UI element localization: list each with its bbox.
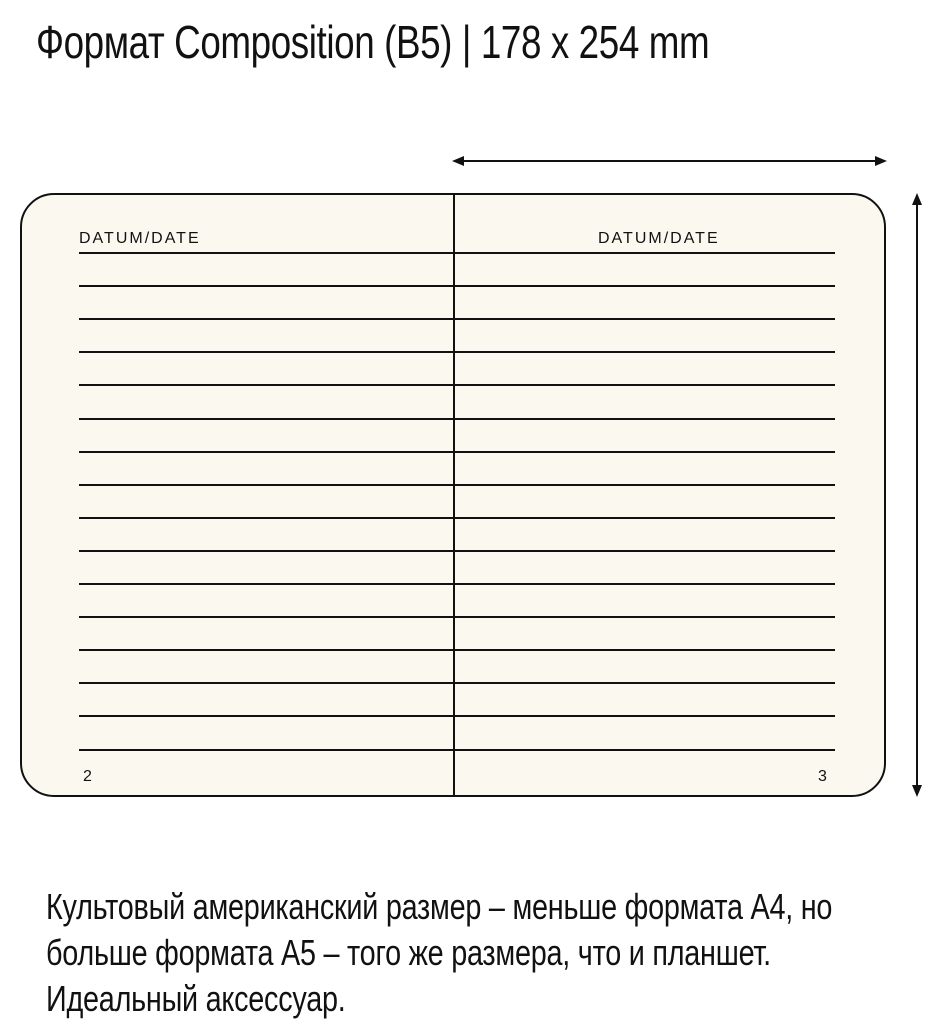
right-ruled-line bbox=[455, 451, 835, 453]
width-arrow bbox=[452, 156, 887, 166]
right-ruled-line bbox=[455, 616, 835, 618]
left-ruled-line bbox=[79, 285, 453, 287]
left-ruled-line bbox=[79, 749, 453, 751]
height-arrow bbox=[912, 193, 922, 797]
right-ruled-line bbox=[455, 682, 835, 684]
left-ruled-line bbox=[79, 715, 453, 717]
left-ruled-line bbox=[79, 583, 453, 585]
product-description: Культовый американский размер – меньше формата А4, но больше формата А5 – того же размера, что и планшет. Идеальный аксессуар. bbox=[46, 886, 833, 1019]
right-ruled-line bbox=[455, 252, 835, 254]
left-ruled-line bbox=[79, 384, 453, 386]
left-ruled-line bbox=[79, 484, 453, 486]
left-ruled-line bbox=[79, 252, 453, 254]
left-ruled-line bbox=[79, 616, 453, 618]
right-ruled-line bbox=[455, 318, 835, 320]
right-page-number: 3 bbox=[818, 768, 827, 785]
right-ruled-line bbox=[455, 384, 835, 386]
right-ruled-line bbox=[455, 649, 835, 651]
left-page-number: 2 bbox=[83, 768, 92, 785]
left-ruled-line bbox=[79, 318, 453, 320]
right-page-date-label: DATUM/DATE bbox=[598, 230, 720, 247]
left-ruled-line bbox=[79, 649, 453, 651]
left-ruled-line bbox=[79, 451, 453, 453]
left-ruled-line bbox=[79, 682, 453, 684]
right-ruled-line bbox=[455, 484, 835, 486]
right-ruled-line bbox=[455, 285, 835, 287]
left-ruled-line bbox=[79, 418, 453, 420]
notebook-spread bbox=[20, 193, 886, 797]
right-ruled-line bbox=[455, 550, 835, 552]
left-page-date-label: DATUM/DATE bbox=[79, 230, 201, 247]
left-ruled-line bbox=[79, 550, 453, 552]
right-ruled-line bbox=[455, 749, 835, 751]
left-ruled-line bbox=[79, 517, 453, 519]
left-ruled-line bbox=[79, 351, 453, 353]
right-ruled-line bbox=[455, 583, 835, 585]
right-ruled-line bbox=[455, 715, 835, 717]
right-ruled-line bbox=[455, 351, 835, 353]
right-ruled-line bbox=[455, 517, 835, 519]
right-ruled-line bbox=[455, 418, 835, 420]
page-title: Формат Composition (B5) | 178 x 254 mm bbox=[36, 16, 710, 68]
